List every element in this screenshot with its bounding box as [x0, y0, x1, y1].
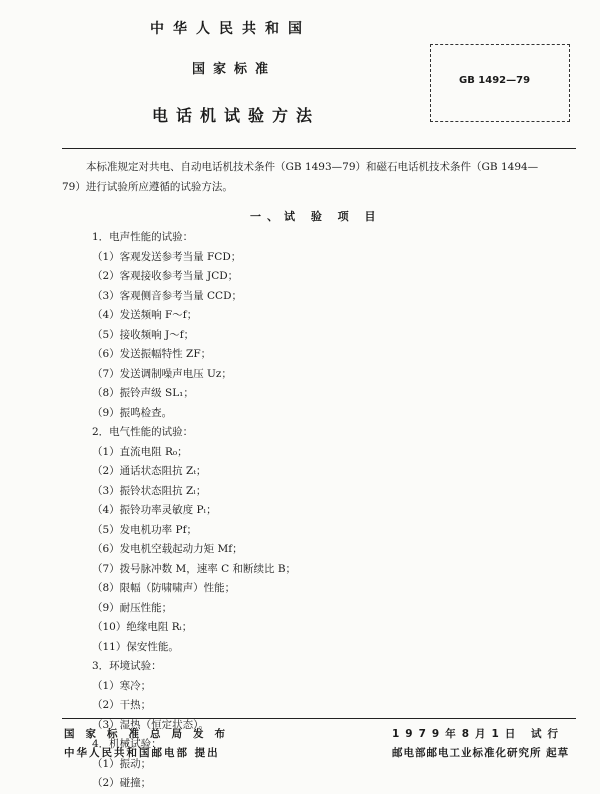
header-divider	[62, 148, 576, 149]
list-item: （1）直流电阻 R₀；	[92, 445, 188, 458]
proposer: 中华人民共和国邮电部 提出	[64, 747, 220, 759]
list-item: （7）拨号脉冲数 M，速率 C 和断续比 B；	[92, 562, 297, 575]
country-heading: 中华人民共和国	[150, 21, 311, 37]
list-item: （10）绝缘电阻 Rᵢ；	[92, 621, 193, 633]
standard-number: GB 1492—79	[459, 75, 531, 86]
list-item: （6）发送振幅特性 ZF；	[92, 348, 212, 360]
list-item: （2）干热；	[92, 699, 152, 711]
standard-number-box	[430, 44, 570, 122]
list-item: （1）寒冷；	[92, 679, 152, 692]
list-item: 2．电气性能的试验：	[92, 426, 194, 438]
trial-date: 1979年8月1日 试行	[392, 728, 564, 740]
list-item: （7）发送调制噪声电压 Uz；	[92, 367, 232, 380]
list-item: （4）发送频响 F～f；	[92, 309, 198, 321]
list-item: （1）振动；	[92, 757, 152, 770]
list-item: （5）接收频响 J～f；	[92, 328, 195, 341]
list-item: （6）发电机空载起动力矩 Mf；	[92, 543, 243, 555]
document-title: 电话机试验方法	[152, 106, 321, 125]
list-item: （2）通话状态阻抗 Zₜ；	[92, 465, 207, 477]
standard-kind-heading: 国家标准	[192, 62, 277, 77]
list-item: 1．电声性能的试验：	[92, 231, 194, 243]
list-item: （4）振铃功率灵敏度 Pₗ；	[92, 504, 217, 516]
list-item: 4．机械试验：	[92, 738, 162, 750]
list-item: （9）振鸣检查。	[92, 406, 173, 419]
list-item: （5）发电机功率 Pf；	[92, 523, 197, 536]
list-item: （2）碰撞；	[92, 777, 152, 789]
list-item: （8）限幅（防啸啸声）性能；	[92, 582, 236, 594]
drafter: 邮电部邮电工业标准化研究所 起草	[392, 747, 570, 759]
list-item: （9）耐压性能；	[92, 601, 173, 614]
footer-divider	[62, 718, 576, 719]
list-item: （11）保安性能。	[92, 640, 179, 653]
list-item: （8）振铃声级 SL₁；	[92, 387, 194, 399]
list-item: （3）湿热（恒定状态）。	[92, 718, 209, 731]
list-item: 3．环境试验：	[92, 660, 162, 672]
list-item: （2）客观接收参考当量 JCD；	[92, 270, 239, 282]
list-item: （3）客观侧音参考当量 CCD；	[92, 289, 243, 302]
list-item: （3）振铃状态阻抗 Zₗ；	[92, 484, 207, 497]
list-item: （1）客观发送参考当量 FCD；	[92, 250, 242, 263]
test-item-list	[92, 228, 296, 794]
intro-line-1: 本标准规定对共电、自动电话机技术条件（GB 1493—79）和磁石电话机技术条件（GB 1494—	[86, 161, 539, 173]
publisher: 国家标准总局发布	[64, 728, 236, 740]
section-heading: 一、试 验 项 目	[250, 210, 382, 223]
intro-line-2: 79）进行试验所应遵循的试验方法。	[62, 181, 233, 193]
